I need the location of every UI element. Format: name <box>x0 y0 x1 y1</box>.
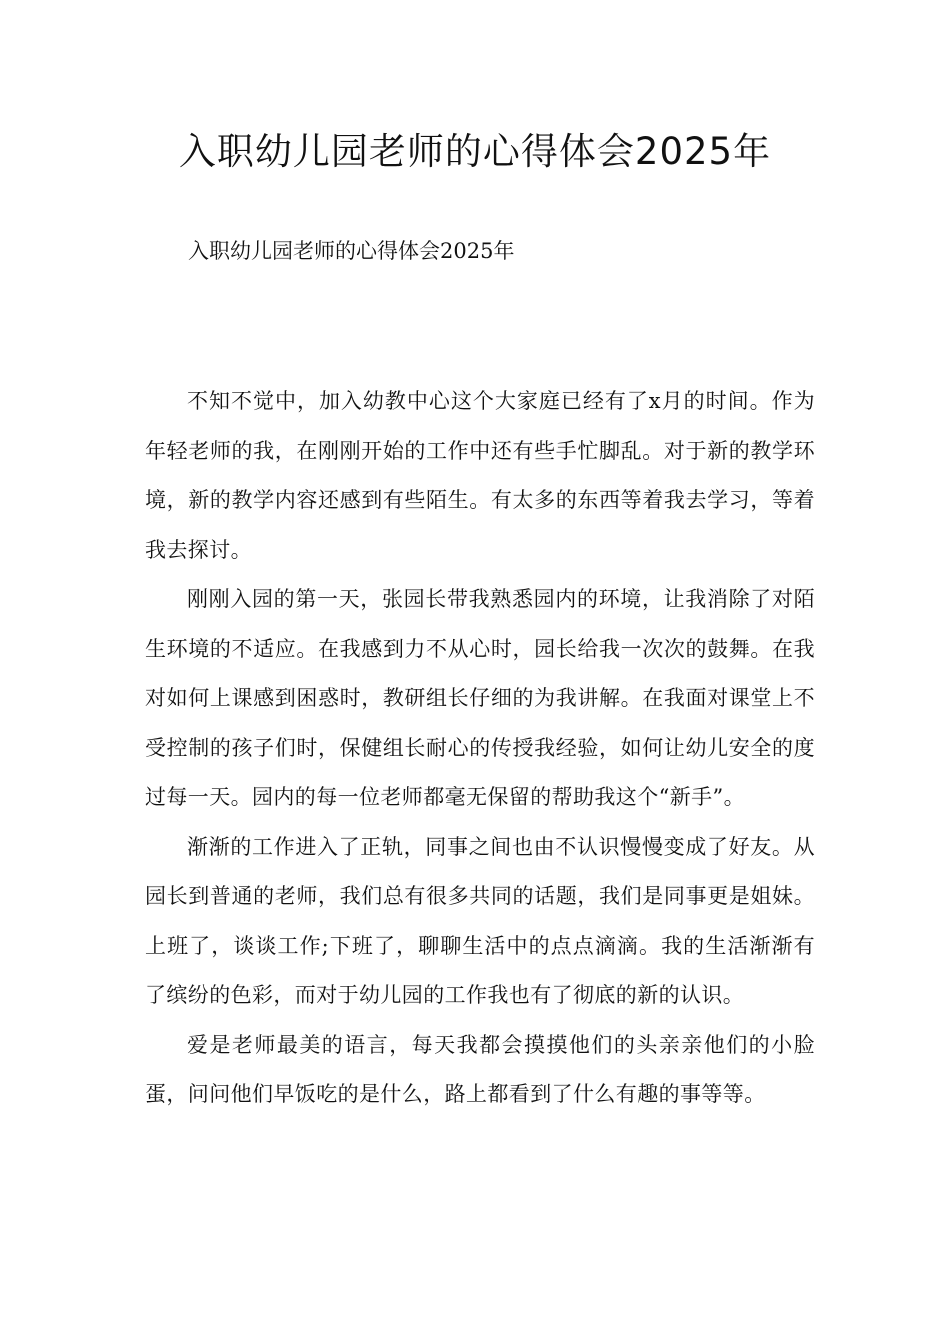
paragraph: 渐渐的工作进入了正轨，同事之间也由不认识慢慢变成了好友。从园长到普通的老师，我们总有很多共同的话题，我们是同事更是姐妹。上班了，谈谈工作;下班了，聊聊生活中的点点滴滴。我的生活渐渐有了缤纷的色彩，而对于幼儿园的工作我也有了彻底的新的认识。 <box>145 834 815 1007</box>
document-body <box>145 377 815 1120</box>
document-subtitle: 入职幼儿园老师的心得体会2025年 <box>188 239 515 263</box>
paragraph: 刚刚入园的第一天，张园长带我熟悉园内的环境，让我消除了对陌生环境的不适应。在我感到力不从心时，园长给我一次次的鼓舞。在我对如何上课感到困惑时，教研组长仔细的为我讲解。在我面对课堂上不受控制的孩子们时，保健组长耐心的传授我经验，如何让幼儿安全的度过每一天。园内的每一位老师都毫无保留的帮助我这个“新手”。 <box>145 587 815 809</box>
paragraph: 爱是老师最美的语言，每天我都会摸摸他们的头亲亲他们的小脸蛋，问问他们早饭吃的是什么，路上都看到了什么有趣的事等等。 <box>145 1032 815 1106</box>
paragraph: 不知不觉中，加入幼教中心这个大家庭已经有了x月的时间。作为年轻老师的我，在刚刚开始的工作中还有些手忙脚乱。对于新的教学环境，新的教学内容还感到有些陌生。有太多的东西等着我去学习，等着我去探讨。 <box>145 389 815 562</box>
document-title: 入职幼儿园老师的心得体会2025年 <box>178 130 772 173</box>
